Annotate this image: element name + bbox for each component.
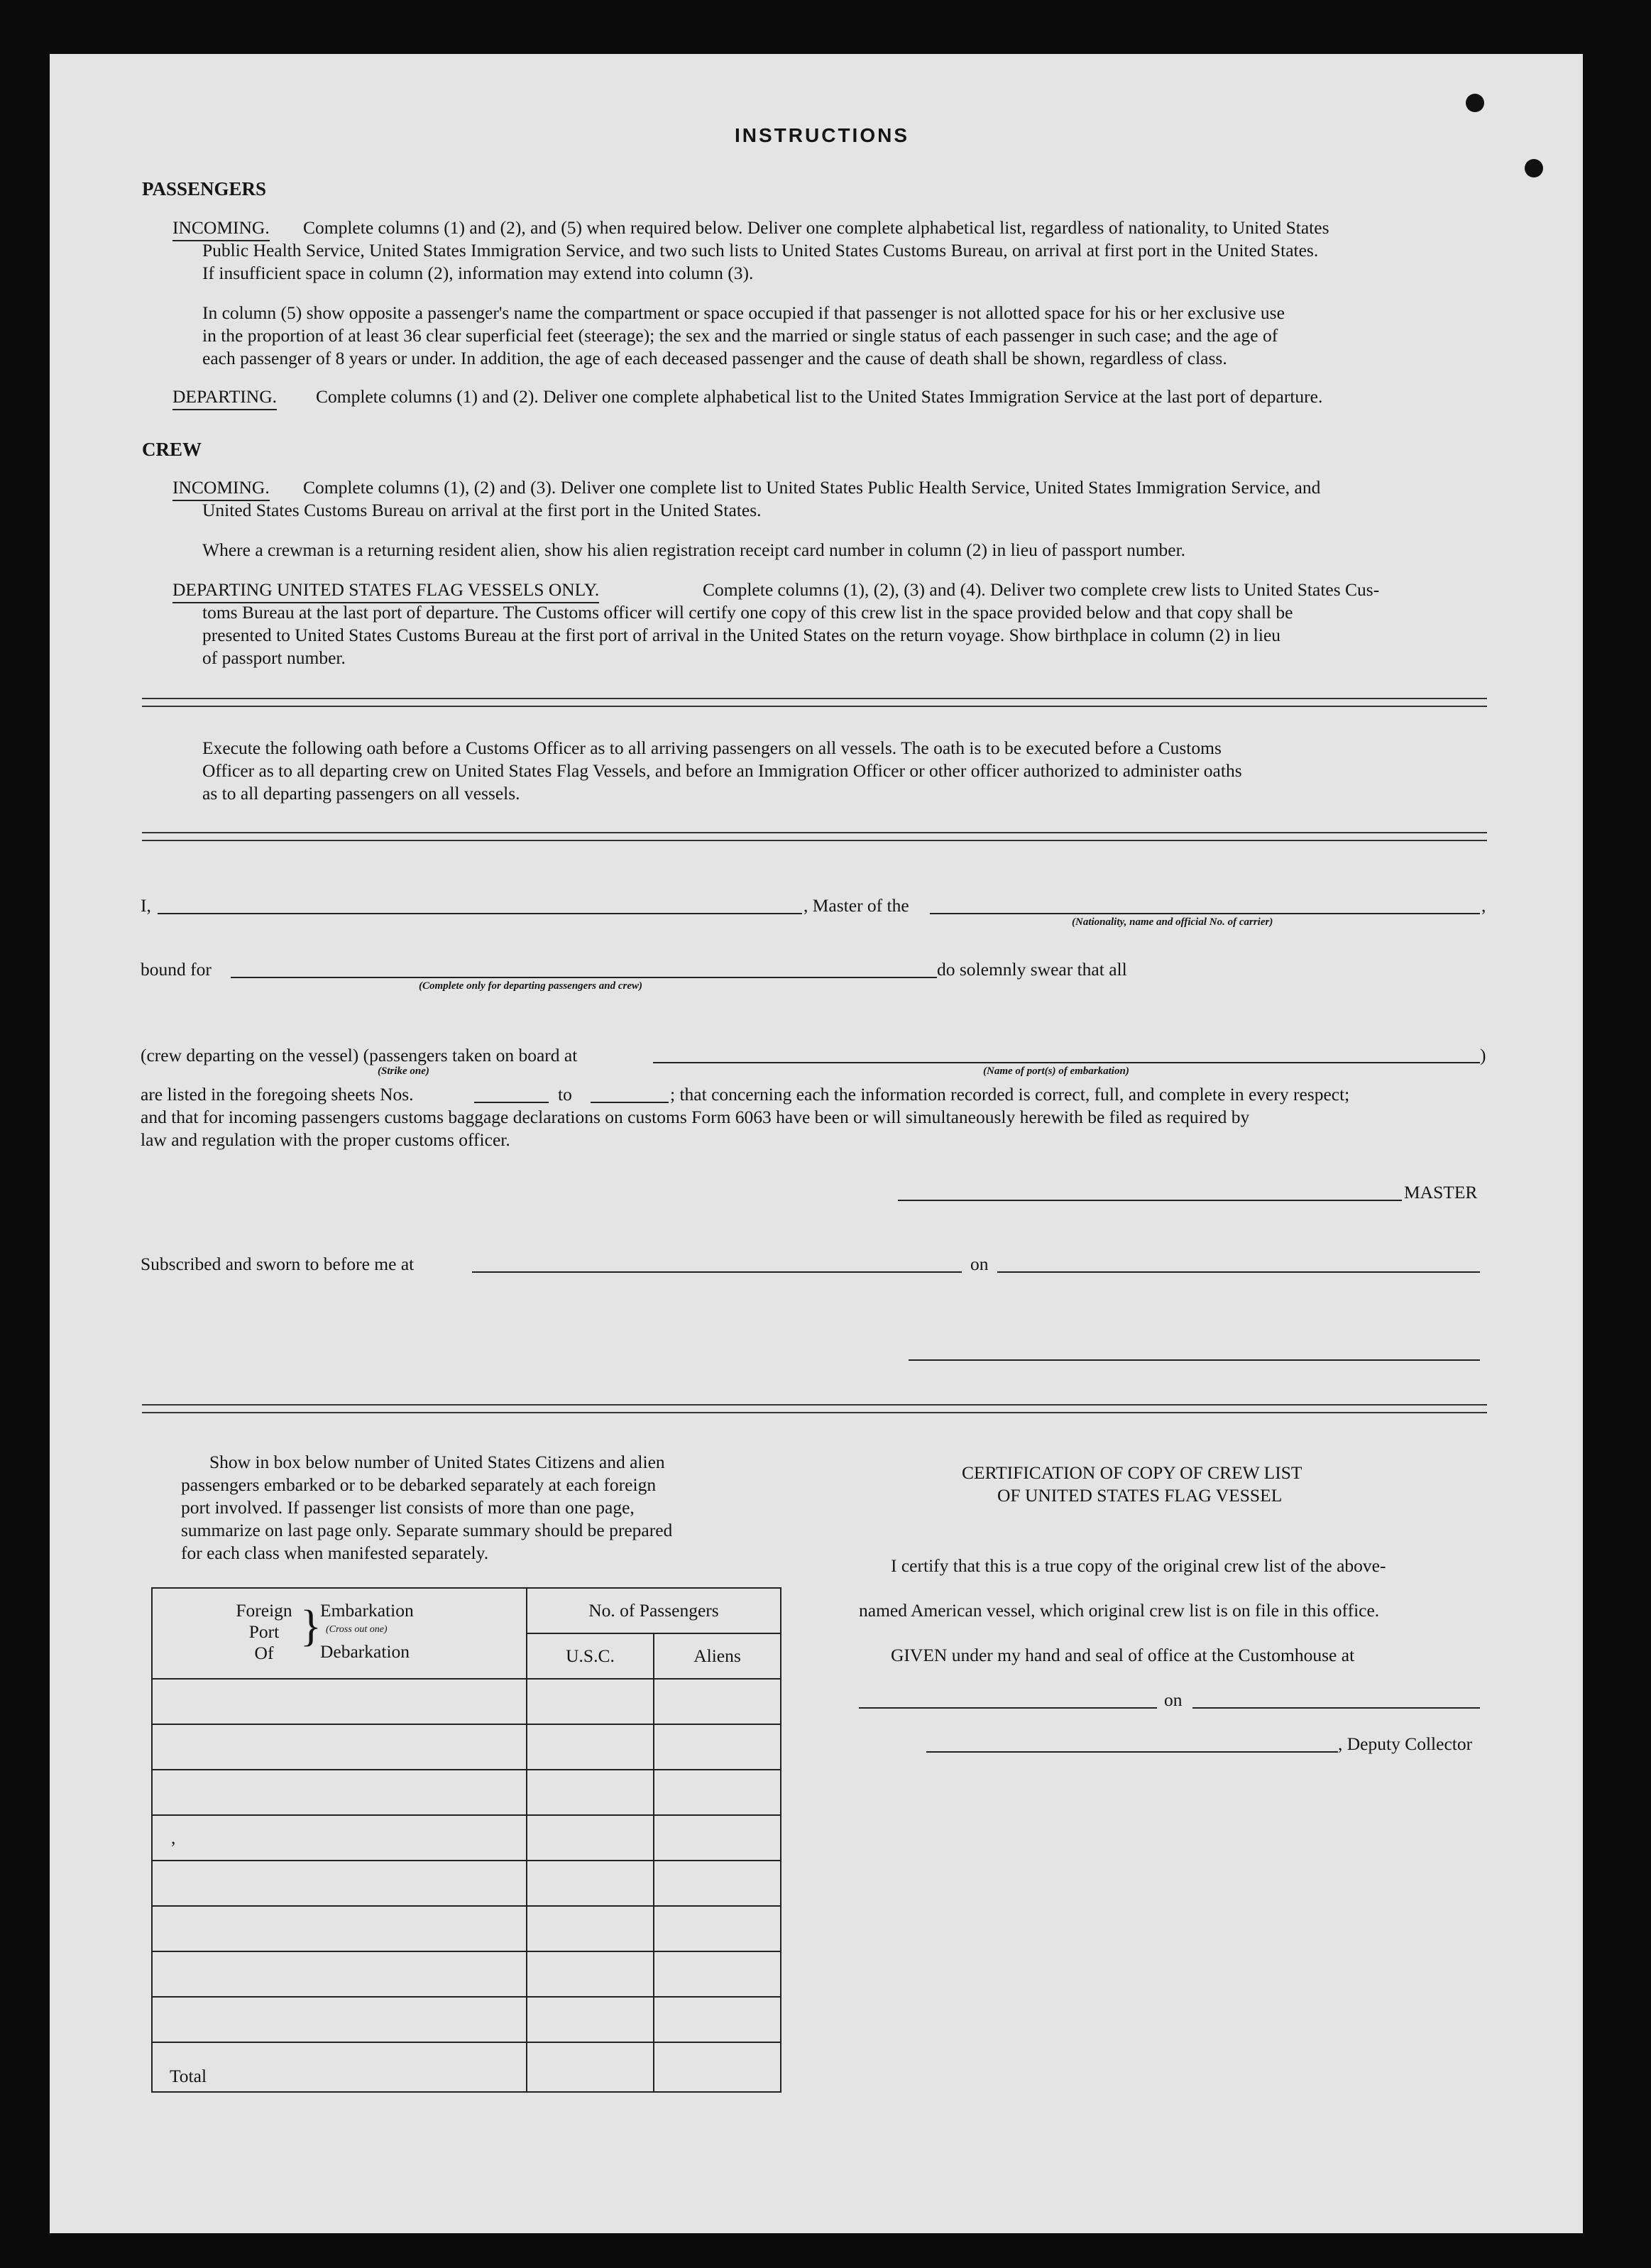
total-label: Total <box>170 2066 207 2086</box>
section-divider <box>142 832 1487 841</box>
passengers-heading: PASSENGERS <box>142 178 267 199</box>
master-signature-field[interactable] <box>898 1200 1402 1201</box>
passengers-incoming-label: INCOMING. <box>172 217 270 241</box>
strike-one-note: (Strike one) <box>378 1065 429 1077</box>
section-divider <box>142 1404 1487 1413</box>
col-port: Port <box>248 1621 280 1642</box>
certification-line: named American vessel, which original crew list is on file in this office. <box>859 1600 1380 1621</box>
bound-for-label: bound for <box>141 959 212 980</box>
crew-departing-text: (crew departing on the vessel) (passengers taken on board at <box>141 1045 578 1065</box>
crew-departing-label: DEPARTING UNITED STATES FLAG VESSELS ONLY. <box>172 579 599 603</box>
column5-line: each passenger of 8 years or under. In addition, the age of each deceased passenger and the cause of death shall be shown, regardless of class. <box>202 348 1227 368</box>
sheet-to-field[interactable] <box>591 1102 669 1103</box>
sworn-date-field[interactable] <box>997 1271 1480 1273</box>
embarkation-port-field[interactable] <box>653 1062 1480 1063</box>
certification-title: CERTIFICATION OF COPY OF CREW LIST <box>962 1462 1302 1483</box>
col-of: Of <box>254 1643 274 1663</box>
table-row[interactable] <box>152 1815 781 1861</box>
summary-instruction-line: Show in box below number of United States Citizens and alien <box>209 1452 665 1472</box>
crew-departing-line: of passport number. <box>202 647 346 668</box>
close-paren: ) <box>1480 1045 1486 1065</box>
crew-heading: CREW <box>142 439 202 460</box>
aliens-header: Aliens <box>654 1633 781 1679</box>
certification-line: I certify that this is a true copy of the original crew list of the above- <box>891 1555 1386 1576</box>
crew-incoming-line: Complete columns (1), (2) and (3). Deliver one complete list to United States Public Health Service, United States Immigration Service, and <box>303 477 1321 498</box>
brace: } <box>300 1602 322 1650</box>
carrier-field[interactable] <box>930 913 1480 914</box>
no-of-passengers-header: No. of Passengers <box>527 1588 781 1633</box>
sworn-on-label: on <box>970 1254 989 1274</box>
port-note: (Name of port(s) of embarkation) <box>983 1065 1129 1077</box>
total-row[interactable] <box>152 2042 781 2092</box>
summary-instruction-line: passengers embarked or to be debarked separately at each foreign <box>181 1474 657 1495</box>
table-row[interactable] <box>152 1997 781 2042</box>
col-debarkation: Debarkation <box>320 1641 410 1662</box>
crew-departing-line: Complete columns (1), (2), (3) and (4). Deliver two complete crew lists to United States Cus- <box>703 579 1380 600</box>
resident-alien-text: Where a crewman is a returning resident alien, show his alien registration receipt card number in column (2) in lieu of passport number. <box>202 539 1186 560</box>
listed-text: are listed in the foregoing sheets Nos. <box>141 1084 414 1105</box>
swear-text: do solemnly swear that all <box>937 959 1127 980</box>
passengers-incoming-line: Public Health Service, United States Immigration Service, and two such lists to United States Customs Bureau, on arrival at first port in the United States. <box>202 240 1319 261</box>
bound-for-field[interactable] <box>231 977 937 978</box>
comma: , <box>1481 895 1486 916</box>
oath-i-label: I, <box>141 895 151 916</box>
listed-to: to <box>558 1084 572 1105</box>
table-row[interactable] <box>152 1861 781 1906</box>
listed-text: ; that concerning each the information recorded is correct, full, and complete in every respect; <box>670 1084 1350 1105</box>
deputy-collector-label: , Deputy Collector <box>1338 1733 1473 1754</box>
passengers-departing-label: DEPARTING. <box>172 385 277 410</box>
sworn-place-field[interactable] <box>472 1271 962 1273</box>
table-row[interactable] <box>152 1951 781 1997</box>
passenger-summary-table <box>151 1587 781 2093</box>
table-row[interactable] <box>152 1724 781 1770</box>
oath-intro-line: Execute the following oath before a Customs Officer as to all arriving passengers on all vessels. The oath is to be executed before a Customs <box>202 738 1222 758</box>
cert-on-label: on <box>1164 1689 1183 1710</box>
customhouse-field[interactable] <box>859 1707 1157 1709</box>
sheet-from-field[interactable] <box>474 1102 549 1103</box>
crew-departing-line: presented to United States Customs Bureau at the first port of arrival in the United States on the return voyage. Show birthplace in column (2) in lieu <box>202 625 1281 645</box>
passengers-incoming-line: Complete columns (1) and (2), and (5) when required below. Deliver one complete alphabetical list, regardless of nationality, to United States <box>303 217 1329 238</box>
port-header-cell <box>152 1588 527 1679</box>
table-row[interactable] <box>152 1770 781 1815</box>
column5-line: In column (5) show opposite a passenger's name the compartment or space occupied if that passenger is not allotted space for his or her exclusive use <box>202 302 1285 323</box>
master-of-the-label: , Master of the <box>803 895 909 916</box>
crew-incoming-line: United States Customs Bureau on arrival at the first port in the United States. <box>202 500 762 520</box>
subscribed-label: Subscribed and sworn to before me at <box>141 1254 415 1274</box>
passengers-incoming-line: If insufficient space in column (2), information may extend into column (3). <box>202 263 754 283</box>
passengers-departing-text: Complete columns (1) and (2). Deliver one complete alphabetical list to the United States Immigration Service at the last port of departure. <box>316 386 1323 407</box>
row-prefix: , <box>171 1827 176 1848</box>
punch-hole <box>1466 94 1484 112</box>
column5-line: in the proportion of at least 36 clear superficial feet (steerage); the sex and the married or single status of each passenger in such case; and the age of <box>202 325 1278 346</box>
complete-note: (Complete only for departing passengers and crew) <box>419 980 642 992</box>
summary-instruction-line: summarize on last page only. Separate summary should be prepared <box>181 1520 673 1540</box>
cert-date-field[interactable] <box>1192 1707 1480 1709</box>
oath-intro-line: as to all departing passengers on all vessels. <box>202 783 520 804</box>
col-foreign: Foreign <box>236 1600 292 1621</box>
crew-departing-line: toms Bureau at the last port of departure. The Customs officer will certify one copy of this crew list in the space provided below and that copy shall be <box>202 602 1293 623</box>
crew-incoming-label: INCOMING. <box>172 476 270 501</box>
carrier-note: (Nationality, name and official No. of carrier) <box>1072 916 1273 928</box>
section-divider <box>142 698 1487 707</box>
summary-instruction-line: for each class when manifested separately. <box>181 1543 489 1563</box>
table-row[interactable] <box>152 1906 781 1951</box>
master-name-field[interactable] <box>158 913 802 914</box>
col-cross-note: (Cross out one) <box>326 1624 388 1635</box>
certification-title: OF UNITED STATES FLAG VESSEL <box>997 1485 1283 1506</box>
usc-header: U.S.C. <box>527 1633 654 1679</box>
oath-intro-line: Officer as to all departing crew on United States Flag Vessels, and before an Immigration Officer or other officer authorized to administer oaths <box>202 760 1242 781</box>
listed-text: law and regulation with the proper customs officer. <box>141 1129 510 1150</box>
deputy-signature-field[interactable] <box>926 1751 1338 1753</box>
summary-instruction-line: port involved. If passenger list consists of more than one page, <box>181 1497 635 1518</box>
master-label: MASTER <box>1404 1182 1478 1203</box>
certification-line: GIVEN under my hand and seal of office at the Customhouse at <box>891 1645 1355 1665</box>
col-embarkation: Embarkation <box>320 1600 414 1621</box>
listed-text: and that for incoming passengers customs baggage declarations on customs Form 6063 have been or will simultaneously herewith be filed as required by <box>141 1107 1250 1127</box>
officer-signature-field[interactable] <box>909 1359 1480 1361</box>
table-row[interactable] <box>152 1679 781 1724</box>
page-title: INSTRUCTIONS <box>735 124 909 146</box>
punch-hole <box>1525 159 1543 177</box>
